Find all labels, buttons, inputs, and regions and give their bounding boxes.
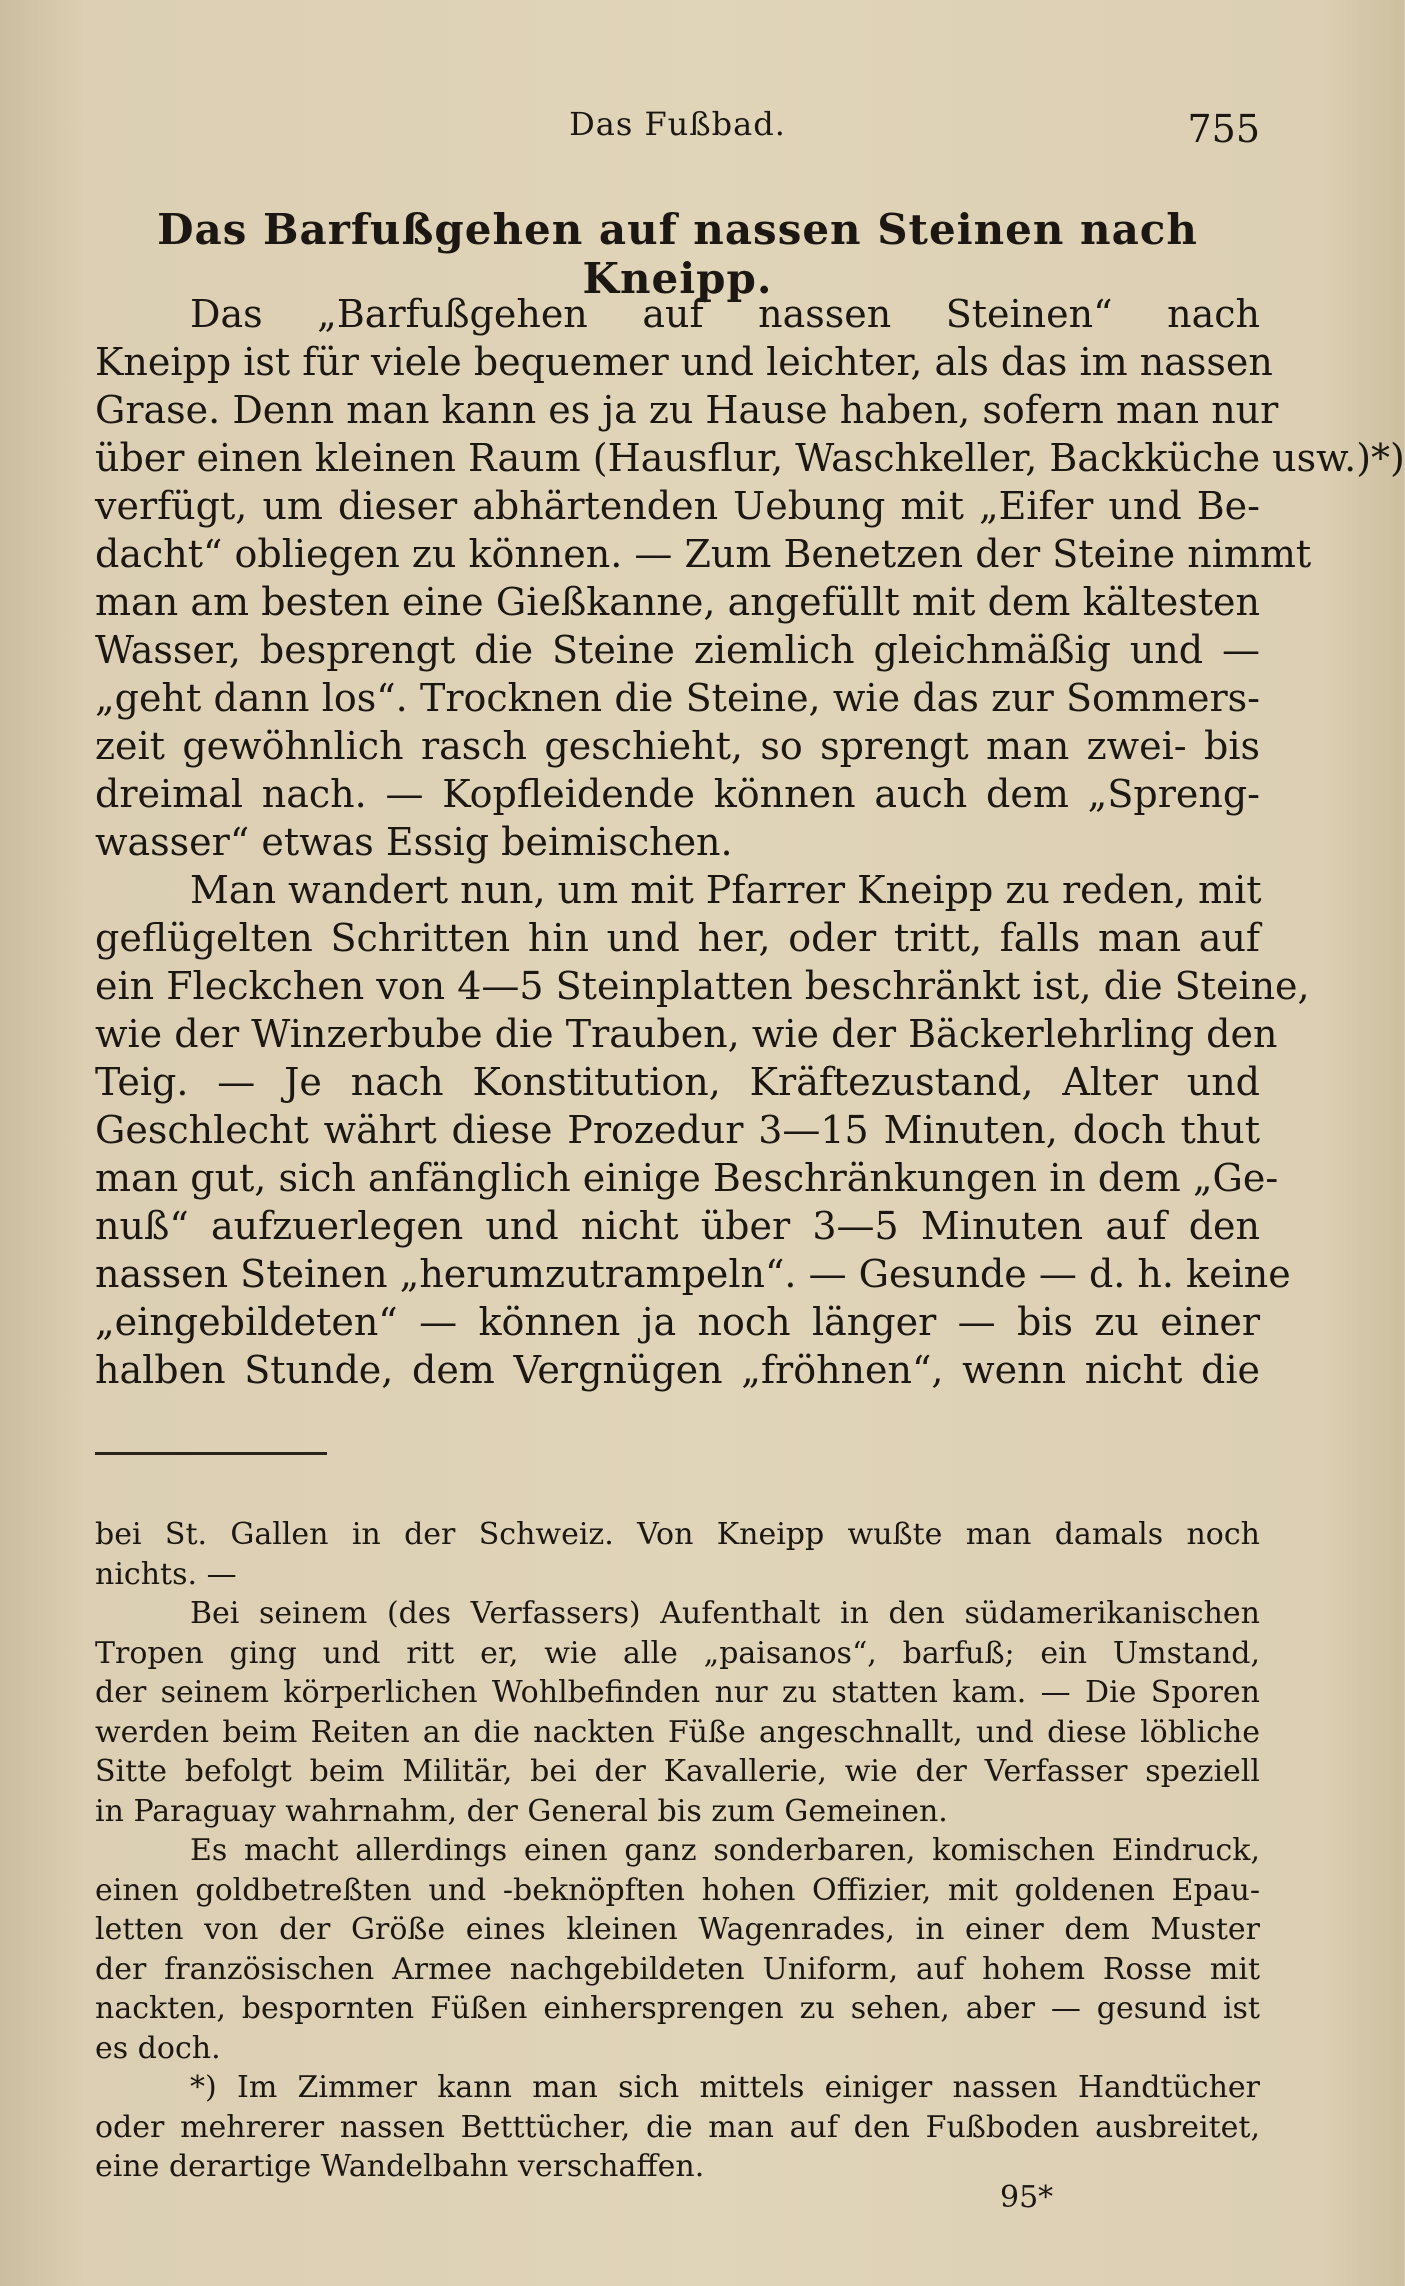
footnotes [95, 1515, 1260, 2187]
body-line: verfügt, um dieser abhärtenden Uebung mit „Eifer und Be- [95, 484, 1260, 528]
body-line: Wasser, besprengt die Steine ziemlich gleichmäßig und — [95, 628, 1260, 672]
body-line: „geht dann los“. Trocknen die Steine, wie das zur Sommers- [95, 676, 1260, 720]
footnote-line: letten von der Größe eines kleinen Wagenrades, in einer dem Muster [95, 1912, 1260, 1947]
footnote-line: werden beim Reiten an die nackten Füße angeschnallt, und diese löbliche [95, 1714, 1260, 1750]
running-head: Das Fußbad. [569, 105, 786, 143]
body-line: nassen Steinen „herumzutrampeln“. — Gesunde — d. h. keine [95, 1252, 1291, 1296]
body-line: Das „Barfußgehen auf nassen Steinen“ nach [190, 292, 1260, 336]
footnote-line: Sitte befolgt beim Militär, bei der Kavallerie, wie der Verfasser speziell [95, 1754, 1260, 1789]
footnote-line: Es macht allerdings einen ganz sonderbaren, komischen Eindruck, [190, 1833, 1260, 1868]
body-line: man gut, sich anfänglich einige Beschränkungen in dem „Ge- [95, 1156, 1279, 1200]
body-line: Grase. Denn man kann es ja zu Hause haben, sofern man nur [95, 388, 1279, 432]
footnote-line: der französischen Armee nachgebildeten Uniform, auf hohem Rosse mit [95, 1951, 1260, 1987]
body-line: wasser“ etwas Essig beimischen. [95, 820, 733, 864]
body-line: ein Fleckchen von 4—5 Steinplatten beschränkt ist, die Steine, [95, 964, 1310, 1008]
body-line: halben Stunde, dem Vergnügen „fröhnen“, wenn nicht die [95, 1348, 1260, 1392]
footnote-line: in Paraguay wahrnahm, der General bis zum Gemeinen. [95, 1793, 948, 1829]
body-line: dacht“ obliegen zu können. — Zum Benetzen der Steine nimmt [95, 532, 1312, 576]
body-line: Teig. — Je nach Konstitution, Kräftezustand, Alter und [95, 1060, 1260, 1104]
footnote-divider [95, 1452, 327, 1455]
body-line: Man wandert nun, um mit Pfarrer Kneipp zu reden, mit [190, 868, 1262, 912]
footnote-line: bei St. Gallen in der Schweiz. Von Kneipp wußte man damals noch [95, 1517, 1260, 1552]
body-line: wie der Winzerbube die Trauben, wie der Bäckerlehrling den [95, 1012, 1278, 1056]
body-line: Geschlecht währt diese Prozedur 3—15 Minuten, doch thut [95, 1108, 1260, 1152]
footnote-line: einen goldbetreßten und -beknöpften hohen Offizier, mit goldenen Epau- [95, 1872, 1260, 1908]
body-text [95, 290, 1405, 1394]
body-line: Kneipp ist für viele bequemer und leichter, als das im nassen [95, 340, 1273, 384]
section-title: Das Barfußgehen auf nassen Steinen nach Kneipp. [157, 205, 1198, 303]
body-line: nuß“ aufzuerlegen und nicht über 3—5 Minuten auf den [95, 1204, 1260, 1248]
body-line: dreimal nach. — Kopfleidende können auch dem „Spreng- [95, 772, 1260, 816]
printer-signature: 95* [1000, 2180, 1054, 2215]
footnote-line: *) Im Zimmer kann man sich mittels einiger nassen Handtücher [190, 2070, 1260, 2105]
footnote-line: nichts. — [95, 1556, 237, 1592]
footnote-line: Bei seinem (des Verfassers) Aufenthalt in den südamerikanischen [190, 1596, 1260, 1631]
body-line: zeit gewöhnlich rasch geschieht, so sprengt man zwei- bis [95, 724, 1260, 768]
body-line: man am besten eine Gießkanne, angefüllt mit dem kältesten [95, 580, 1260, 624]
body-line: „eingebildeten“ — können ja noch länger — bis zu einer [95, 1300, 1260, 1344]
body-line: geflügelten Schritten hin und her, oder tritt, falls man auf [95, 916, 1260, 960]
footnote-line: Tropen ging und ritt er, wie alle „paisanos“, barfuß; ein Umstand, [95, 1635, 1260, 1671]
page-number: 755 [1187, 107, 1260, 151]
body-line: über einen kleinen Raum (Hausflur, Waschkeller, Backküche usw.)*) [95, 436, 1405, 480]
page-header [95, 105, 1260, 155]
footnote-line: oder mehrerer nassen Betttücher, die man auf den Fußboden ausbreitet, [95, 2109, 1260, 2145]
footnote-line: es doch. [95, 2030, 221, 2066]
footnote-line: eine derartige Wandelbahn verschaffen. [95, 2149, 705, 2184]
footnote-line: der seinem körperlichen Wohlbefinden nur zu statten kam. — Die Sporen [95, 1675, 1260, 1710]
footnote-line: nackten, bespornten Füßen einhersprengen zu sehen, aber — gesund ist [95, 1991, 1260, 2026]
